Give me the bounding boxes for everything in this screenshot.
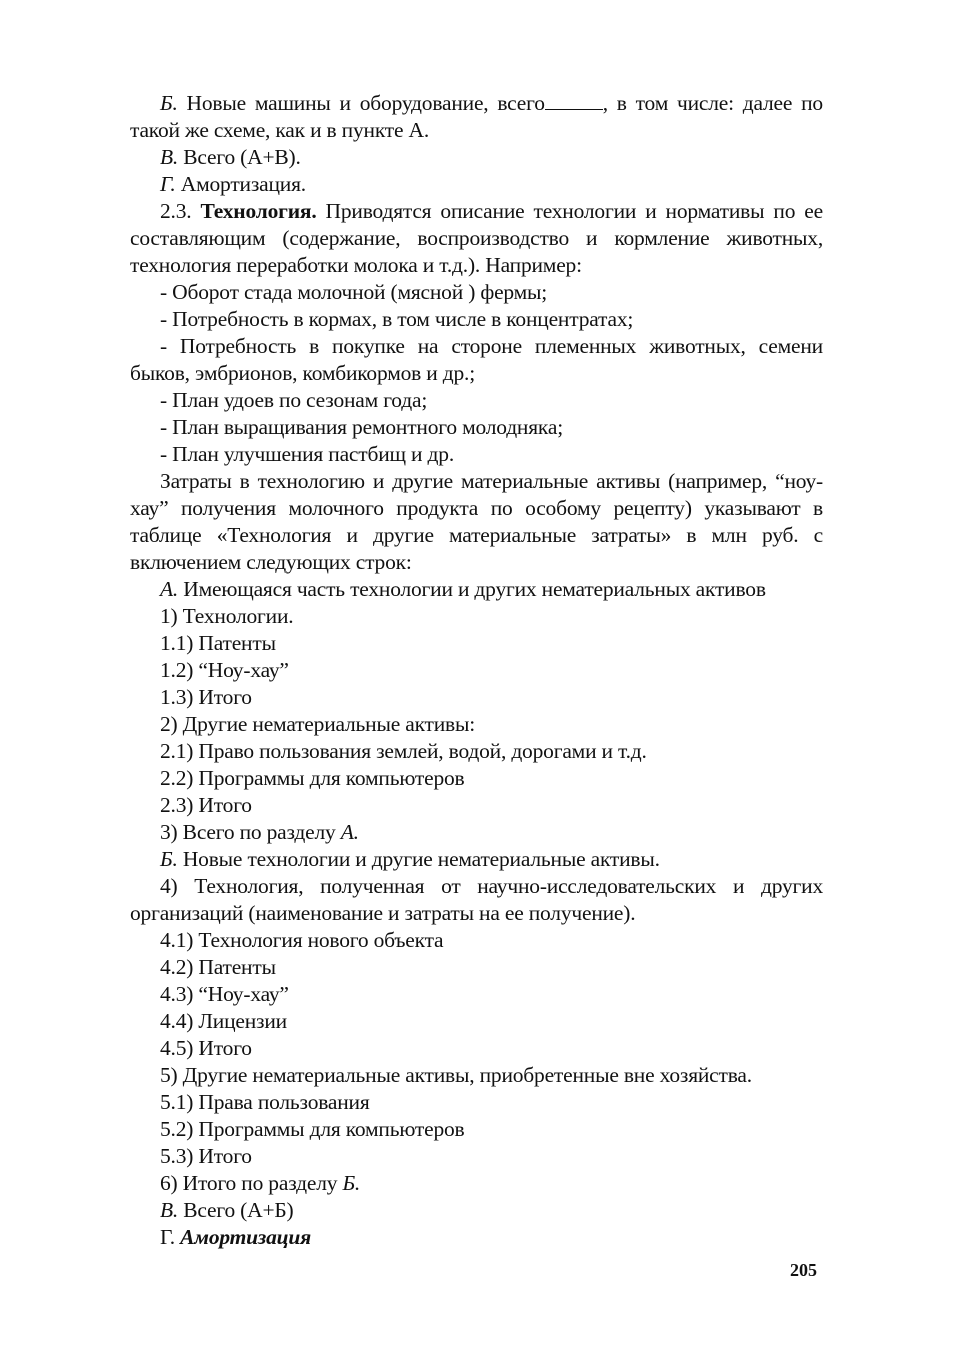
page-body (130, 90, 823, 1251)
list-item: 1.1) Патенты (160, 631, 276, 655)
list-item: 5) Другие нематериальные активы, приобретенные вне хозяйства. (160, 1063, 752, 1087)
paragraph-technology-heading: 2.3. Технология. Приводятся описание технологии и нормативы по ее составляющим (содержание, воспроизводство и кормление животных, технология переработки молока и т.д.). Например: (130, 199, 823, 277)
list-item: 6) Итого по разделу Б. (160, 1171, 361, 1195)
list-item: - Потребность в кормах, в том числе в концентратах; (160, 307, 634, 331)
paragraph-depreciation: Г. Амортизация. (160, 172, 306, 196)
list-item: 4.3) “Ноу-хау” (160, 982, 289, 1006)
list-item: 4.4) Лицензии (160, 1009, 287, 1033)
list-item: 3) Всего по разделу А. (160, 820, 359, 844)
page-number: 205 (790, 1260, 817, 1280)
list-item: 2.2) Программы для компьютеров (160, 766, 465, 790)
list-item: 4) Технология, полученная от научно-исследовательских и других организаций (наименование и затраты на ее получение). (130, 874, 823, 925)
list-item: 2.3) Итого (160, 793, 252, 817)
list-item: - План улучшения пастбищ и др. (160, 442, 454, 466)
list-item: 4.5) Итого (160, 1036, 252, 1060)
paragraph-new-machines: Б. Новые машины и оборудование, всего , в том числе: далее по такой же схеме, как и в пункте А. (130, 91, 823, 142)
list-item: - Потребность в покупке на стороне племенных животных, семени быков, эмбрионов, комбикормов и др.; (130, 334, 823, 385)
list-item: 4.2) Патенты (160, 955, 276, 979)
list-item: 4.1) Технология нового объекта (160, 928, 444, 952)
list-item: 2) Другие нематериальные активы: (160, 712, 476, 736)
list-item: 5.2) Программы для компьютеров (160, 1117, 465, 1141)
blank-line (545, 93, 603, 110)
section-title: Технология. (200, 199, 317, 223)
list-item: 2.1) Право пользования землей, водой, дорогами и т.д. (160, 739, 647, 763)
list-item: - Оборот стада молочной (мясной ) фермы; (160, 280, 548, 304)
section-b-heading: Б. Новые технологии и другие нематериальные активы. (160, 847, 660, 871)
list-item: 1.3) Итого (160, 685, 252, 709)
list-item: 5.3) Итого (160, 1144, 252, 1168)
list-item: 5.1) Права пользования (160, 1090, 370, 1114)
paragraph-costs-intro: Затраты в технологию и другие материальные активы (например, “ноу-хау” получения молочного продукта по особому рецепту) указывают в таблице «Технология и другие материальные затраты» в млн руб. с включением следующих строк: (130, 469, 823, 574)
list-item: - План выращивания ремонтного молодняка; (160, 415, 563, 439)
list-item: 1.2) “Ноу-хау” (160, 658, 289, 682)
section-a-heading: А. Имеющаяся часть технологии и других нематериальных активов (160, 577, 766, 601)
section-g-depreciation: Г. Амортизация (160, 1225, 312, 1249)
paragraph-total-av: В. Всего (А+В). (160, 145, 301, 169)
list-item: - План удоев по сезонам года; (160, 388, 428, 412)
list-item: 1) Технологии. (160, 604, 294, 628)
section-v-total: В. Всего (А+Б) (160, 1198, 294, 1222)
